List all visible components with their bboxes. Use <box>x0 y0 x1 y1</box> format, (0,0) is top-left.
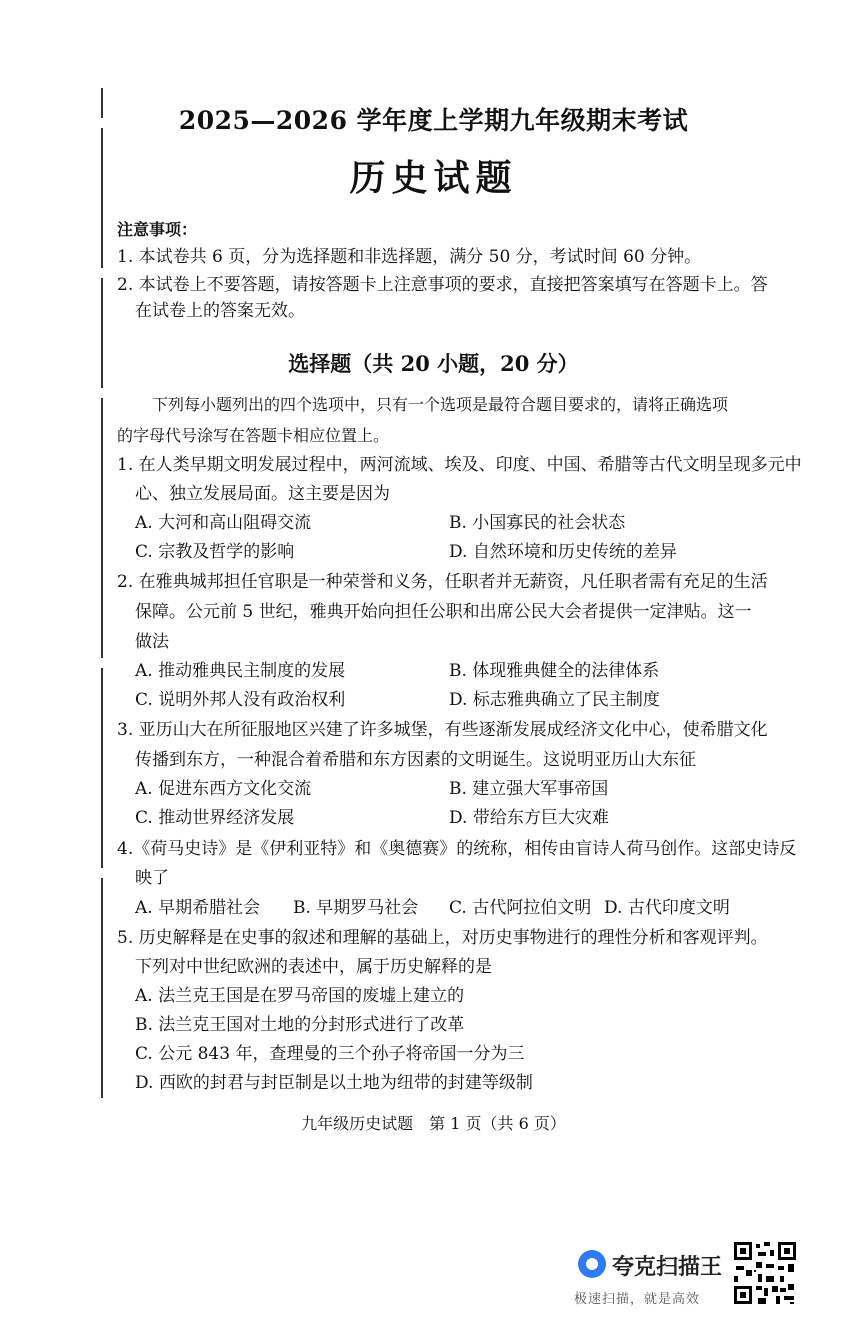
question-2-option-b: B. 体现雅典健全的法律体系 <box>449 661 660 681</box>
question-3-stem: 3. 亚历山大在所征服地区兴建了许多城堡，有些逐渐发展成经济文化中心，使希腊文化 <box>117 720 768 740</box>
left-binding-line <box>101 88 103 1098</box>
question-2-stem: 做法 <box>135 632 169 652</box>
notice-item: 在试卷上的答案无效。 <box>135 301 305 321</box>
question-3-option-c: C. 推动世界经济发展 <box>135 808 295 828</box>
question-3-stem: 传播到东方，一种混合着希腊和东方因素的文明诞生。这说明亚历山大东征 <box>135 750 696 770</box>
qr-code-icon <box>732 1240 798 1306</box>
question-3-option-d: D. 带给东方巨大灾难 <box>449 808 609 828</box>
question-1-stem: 心、独立发展局面。这主要是因为 <box>135 484 390 504</box>
watermark-slogan: 极速扫描，就是高效 <box>574 1292 701 1307</box>
question-2-option-a: A. 推动雅典民主制度的发展 <box>135 661 346 681</box>
question-2-option-d: D. 标志雅典确立了民主制度 <box>449 690 660 710</box>
question-1-stem: 1. 在人类早期文明发展过程中，两河流域、埃及、印度、中国、希腊等古代文明呈现多元中 <box>117 455 802 475</box>
question-2-stem: 保障。公元前 5 世纪，雅典开始向担任公职和出席公民大会者提供一定津贴。这一 <box>135 602 752 622</box>
scanner-watermark <box>572 1240 862 1312</box>
question-1-option-b: B. 小国寡民的社会状态 <box>449 513 626 533</box>
question-5-option-d: D. 西欧的封君与封臣制是以土地为纽带的封建等级制 <box>135 1073 533 1093</box>
question-1-option-d: D. 自然环境和历史传统的差异 <box>449 542 677 562</box>
question-2-stem: 2. 在雅典城邦担任官职是一种荣誉和义务，任职者并无薪资，凡任职者需有充足的生活 <box>117 572 768 592</box>
watermark-brand: 夸克扫描王 <box>612 1255 723 1280</box>
quark-logo-icon <box>578 1250 606 1278</box>
question-1-option-c: C. 宗教及哲学的影响 <box>135 542 295 562</box>
question-3-option-a: A. 促进东西方文化交流 <box>135 779 312 799</box>
section-title: 选择题（共 20 小题，20 分） <box>288 351 579 376</box>
notice-item: 2. 本试卷上不要答题，请按答题卡上注意事项的要求，直接把答案填写在答题卡上。答 <box>117 275 768 295</box>
question-5-stem: 下列对中世纪欧洲的表述中，属于历史解释的是 <box>135 957 492 977</box>
question-3-option-b: B. 建立强大军事帝国 <box>449 779 609 799</box>
question-4-stem: 4.《荷马史诗》是《伊利亚特》和《奥德赛》的统称，相传由盲诗人荷马创作。这部史诗反 <box>117 839 797 859</box>
question-5-option-b: B. 法兰克王国对土地的分封形式进行了改革 <box>135 1015 465 1035</box>
question-4-option-a: A. 早期希腊社会 <box>135 898 261 918</box>
question-5-stem: 5. 历史解释是在史事的叙述和理解的基础上，对历史事物进行的理性分析和客观评判。 <box>117 928 768 948</box>
question-1-option-a: A. 大河和高山阻碍交流 <box>135 513 312 533</box>
page-footer: 九年级历史试题 第 1 页（共 6 页） <box>301 1114 566 1133</box>
question-4-option-c: C. 古代阿拉伯文明 <box>449 898 592 918</box>
section-instruction: 的字母代号涂写在答题卡相应位置上。 <box>117 426 390 445</box>
question-2-option-c: C. 说明外邦人没有政治权利 <box>135 690 346 710</box>
subject-title: 历史试题 <box>349 157 518 199</box>
notice-item: 1. 本试卷共 6 页，分为选择题和非选择题，满分 50 分，考试时间 60 分钟。 <box>117 247 702 267</box>
question-4-option-d: D. 古代印度文明 <box>604 898 730 918</box>
question-5-option-a: A. 法兰克王国是在罗马帝国的废墟上建立的 <box>135 986 465 1006</box>
exam-title: 2025—2026 学年度上学期九年级期末考试 <box>178 106 689 135</box>
notice-heading: 注意事项： <box>117 220 198 239</box>
question-4-stem: 映了 <box>135 868 169 888</box>
section-instruction: 下列每小题列出的四个选项中，只有一个选项是最符合题目要求的，请将正确选项 <box>152 395 729 414</box>
question-5-option-c: C. 公元 843 年，查理曼的三个孙子将帝国一分为三 <box>135 1044 525 1064</box>
question-4-option-b: B. 早期罗马社会 <box>293 898 419 918</box>
